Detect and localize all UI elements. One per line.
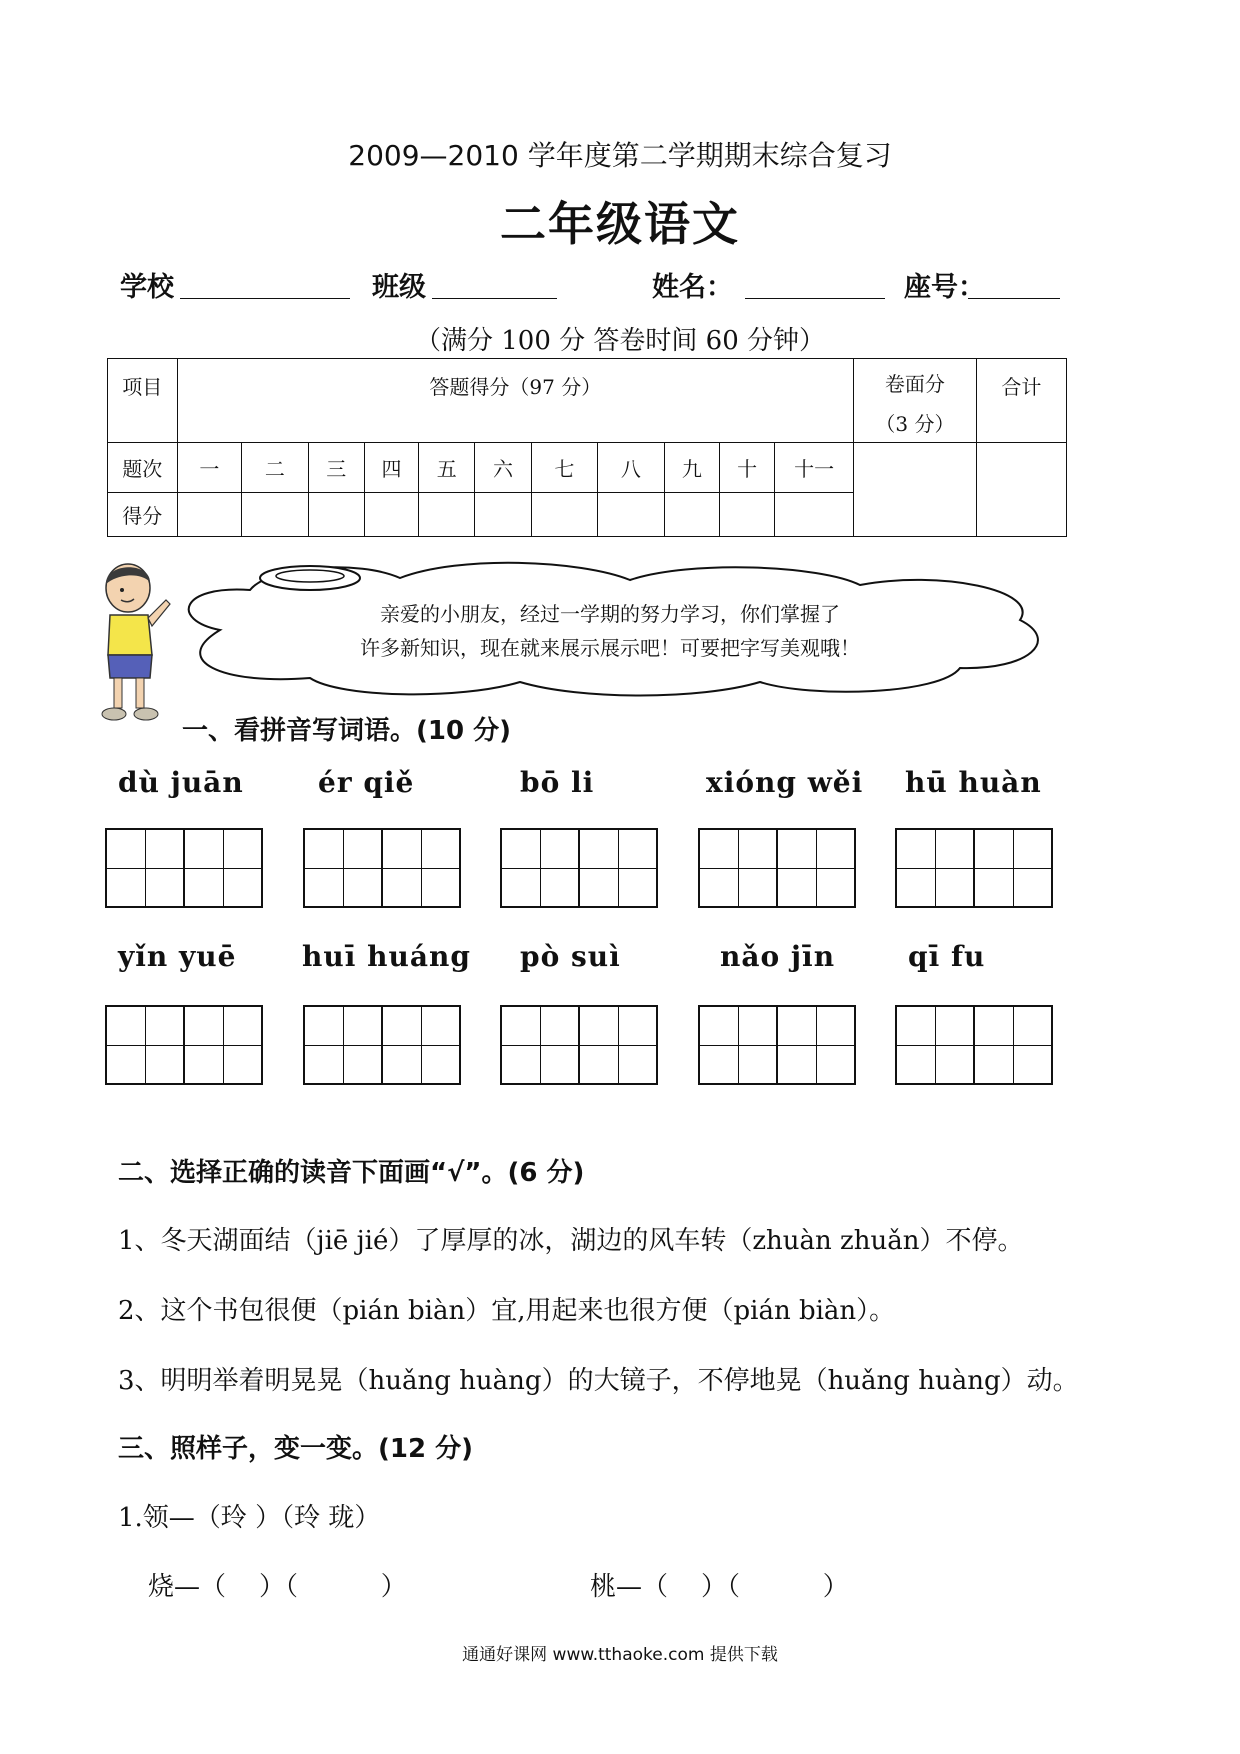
score-cell[interactable] bbox=[531, 493, 598, 537]
score-cell[interactable] bbox=[177, 493, 241, 537]
char-box[interactable] bbox=[303, 1005, 383, 1085]
section2-question-3: 3、明明举着明晃晃（huǎng huàng）的大镜子，不停地晃（huǎng huàng）动。 bbox=[118, 1366, 1079, 1396]
boy-illustration bbox=[88, 560, 178, 730]
item-label: 项目 bbox=[122, 375, 163, 399]
char-grid[interactable] bbox=[303, 1005, 458, 1085]
total-header bbox=[976, 359, 1066, 443]
score-cell[interactable] bbox=[598, 493, 665, 537]
total-score-cell[interactable] bbox=[976, 443, 1066, 537]
question-label: 题次 bbox=[122, 457, 163, 481]
section3-example: 1.领—（玲 ）（玲 珑） bbox=[118, 1503, 381, 1533]
char-grid[interactable] bbox=[500, 828, 655, 908]
question-number-cell: 六 bbox=[475, 443, 531, 493]
char-box[interactable] bbox=[105, 828, 185, 908]
question-number-cell: 四 bbox=[364, 443, 418, 493]
score-cell[interactable] bbox=[364, 493, 418, 537]
question-number-cell: 七 bbox=[531, 443, 598, 493]
school-field[interactable] bbox=[180, 298, 350, 299]
char-box[interactable] bbox=[578, 828, 658, 908]
char-box[interactable] bbox=[578, 1005, 658, 1085]
char-box[interactable] bbox=[698, 1005, 778, 1085]
item-label-cell bbox=[108, 359, 178, 443]
char-box[interactable] bbox=[973, 828, 1053, 908]
answer-score-header bbox=[177, 359, 853, 443]
char-grid[interactable] bbox=[105, 828, 260, 908]
class-field[interactable] bbox=[432, 298, 557, 299]
pinyin-2-4: nǎo jīn bbox=[720, 940, 836, 973]
pinyin-2-5: qī fu bbox=[908, 940, 986, 973]
pinyin-2-2: huī huáng bbox=[302, 940, 471, 973]
question-number-cell: 十一 bbox=[775, 443, 854, 493]
char-box[interactable] bbox=[500, 828, 580, 908]
school-label: 学校 bbox=[120, 272, 174, 303]
paper-score-cell[interactable] bbox=[854, 443, 977, 537]
char-box[interactable] bbox=[105, 1005, 185, 1085]
section3-item-a[interactable]: 烧—（ ）（ ） bbox=[148, 1572, 407, 1602]
char-box[interactable] bbox=[500, 1005, 580, 1085]
score-cell[interactable] bbox=[308, 493, 364, 537]
pinyin-1-1: dù juān bbox=[118, 766, 244, 799]
question-number-cell: 十 bbox=[719, 443, 774, 493]
seat-label: 座号： bbox=[904, 272, 985, 303]
score-label: 得分 bbox=[122, 504, 163, 528]
char-grid[interactable] bbox=[303, 828, 458, 908]
cloud-text-line2: 许多新知识，现在就来展示展示吧！可要把字写美观哦！ bbox=[360, 636, 860, 660]
char-box[interactable] bbox=[895, 828, 975, 908]
cloud-text-line1: 亲爱的小朋友，经过一学期的努力学习，你们掌握了 bbox=[380, 602, 840, 626]
char-grid[interactable] bbox=[105, 1005, 260, 1085]
pinyin-1-2: ér qiě bbox=[318, 766, 415, 799]
score-cell[interactable] bbox=[475, 493, 531, 537]
question-number-cell: 二 bbox=[242, 443, 309, 493]
char-box[interactable] bbox=[776, 1005, 856, 1085]
question-number-cell: 三 bbox=[308, 443, 364, 493]
cloud-bubble bbox=[160, 560, 1060, 700]
char-box[interactable] bbox=[381, 828, 461, 908]
seat-field[interactable] bbox=[968, 298, 1060, 299]
score-cell[interactable] bbox=[419, 493, 475, 537]
char-box[interactable] bbox=[183, 828, 263, 908]
char-grid[interactable] bbox=[698, 828, 853, 908]
pinyin-2-1: yǐn yuē bbox=[118, 940, 237, 973]
char-box[interactable] bbox=[698, 828, 778, 908]
paper-score-header bbox=[854, 359, 977, 443]
question-number-cell: 五 bbox=[419, 443, 475, 493]
exam-subtitle: 2009—2010 学年度第二学期期末综合复习 bbox=[348, 139, 892, 172]
score-cell[interactable] bbox=[664, 493, 719, 537]
char-box[interactable] bbox=[381, 1005, 461, 1085]
char-grid[interactable] bbox=[895, 828, 1050, 908]
score-cell[interactable] bbox=[775, 493, 854, 537]
section2-question-1: 1、冬天湖面结（jiē jié）了厚厚的冰，湖边的风车转（zhuàn zhuǎn）不停。 bbox=[118, 1226, 1024, 1256]
char-box[interactable] bbox=[895, 1005, 975, 1085]
char-grid[interactable] bbox=[698, 1005, 853, 1085]
section2-question-2: 2、这个书包很便（pián biàn）宜,用起来也很方便（pián biàn）。 bbox=[118, 1296, 896, 1326]
score-table bbox=[107, 358, 1067, 537]
total-label: 合计 bbox=[1001, 375, 1042, 399]
full-mark-note: （满分 100 分 答卷时间 60 分钟） bbox=[414, 326, 826, 356]
section1-title: 一、看拼音写词语。(10 分) bbox=[182, 716, 511, 746]
char-grid[interactable] bbox=[500, 1005, 655, 1085]
char-box[interactable] bbox=[183, 1005, 263, 1085]
name-label: 姓名： bbox=[652, 272, 733, 303]
section3-title: 三、照样子，变一变。(12 分) bbox=[118, 1434, 473, 1464]
question-number-cell: 一 bbox=[177, 443, 241, 493]
paper-score-value: （3 分） bbox=[875, 412, 955, 436]
answer-score-label: 答题得分（97 分） bbox=[429, 375, 602, 399]
score-label-cell bbox=[108, 493, 178, 537]
class-label: 班级 bbox=[372, 272, 426, 303]
score-cell[interactable] bbox=[242, 493, 309, 537]
char-box[interactable] bbox=[973, 1005, 1053, 1085]
name-field[interactable] bbox=[745, 298, 885, 299]
char-grid[interactable] bbox=[895, 1005, 1050, 1085]
footer-credit: 通通好课网 www.tthaoke.com 提供下载 bbox=[462, 1645, 778, 1665]
section2-title: 二、选择正确的读音下面画“√”。(6 分) bbox=[118, 1158, 585, 1188]
pinyin-1-3: bō li bbox=[520, 766, 595, 799]
pinyin-1-5: hū huàn bbox=[905, 766, 1042, 799]
char-box[interactable] bbox=[776, 828, 856, 908]
pinyin-2-3: pò suì bbox=[520, 940, 621, 973]
char-box[interactable] bbox=[303, 828, 383, 908]
question-number-cell: 九 bbox=[664, 443, 719, 493]
score-cell[interactable] bbox=[719, 493, 774, 537]
exam-title: 二年级语文 bbox=[500, 197, 740, 251]
question-label-cell bbox=[108, 443, 178, 493]
section3-item-b[interactable]: 桃—（ ）（ ） bbox=[590, 1572, 849, 1602]
question-number-cell: 八 bbox=[598, 443, 665, 493]
pinyin-1-4: xióng wěi bbox=[706, 766, 864, 799]
paper-score-label: 卷面分 bbox=[884, 372, 945, 396]
